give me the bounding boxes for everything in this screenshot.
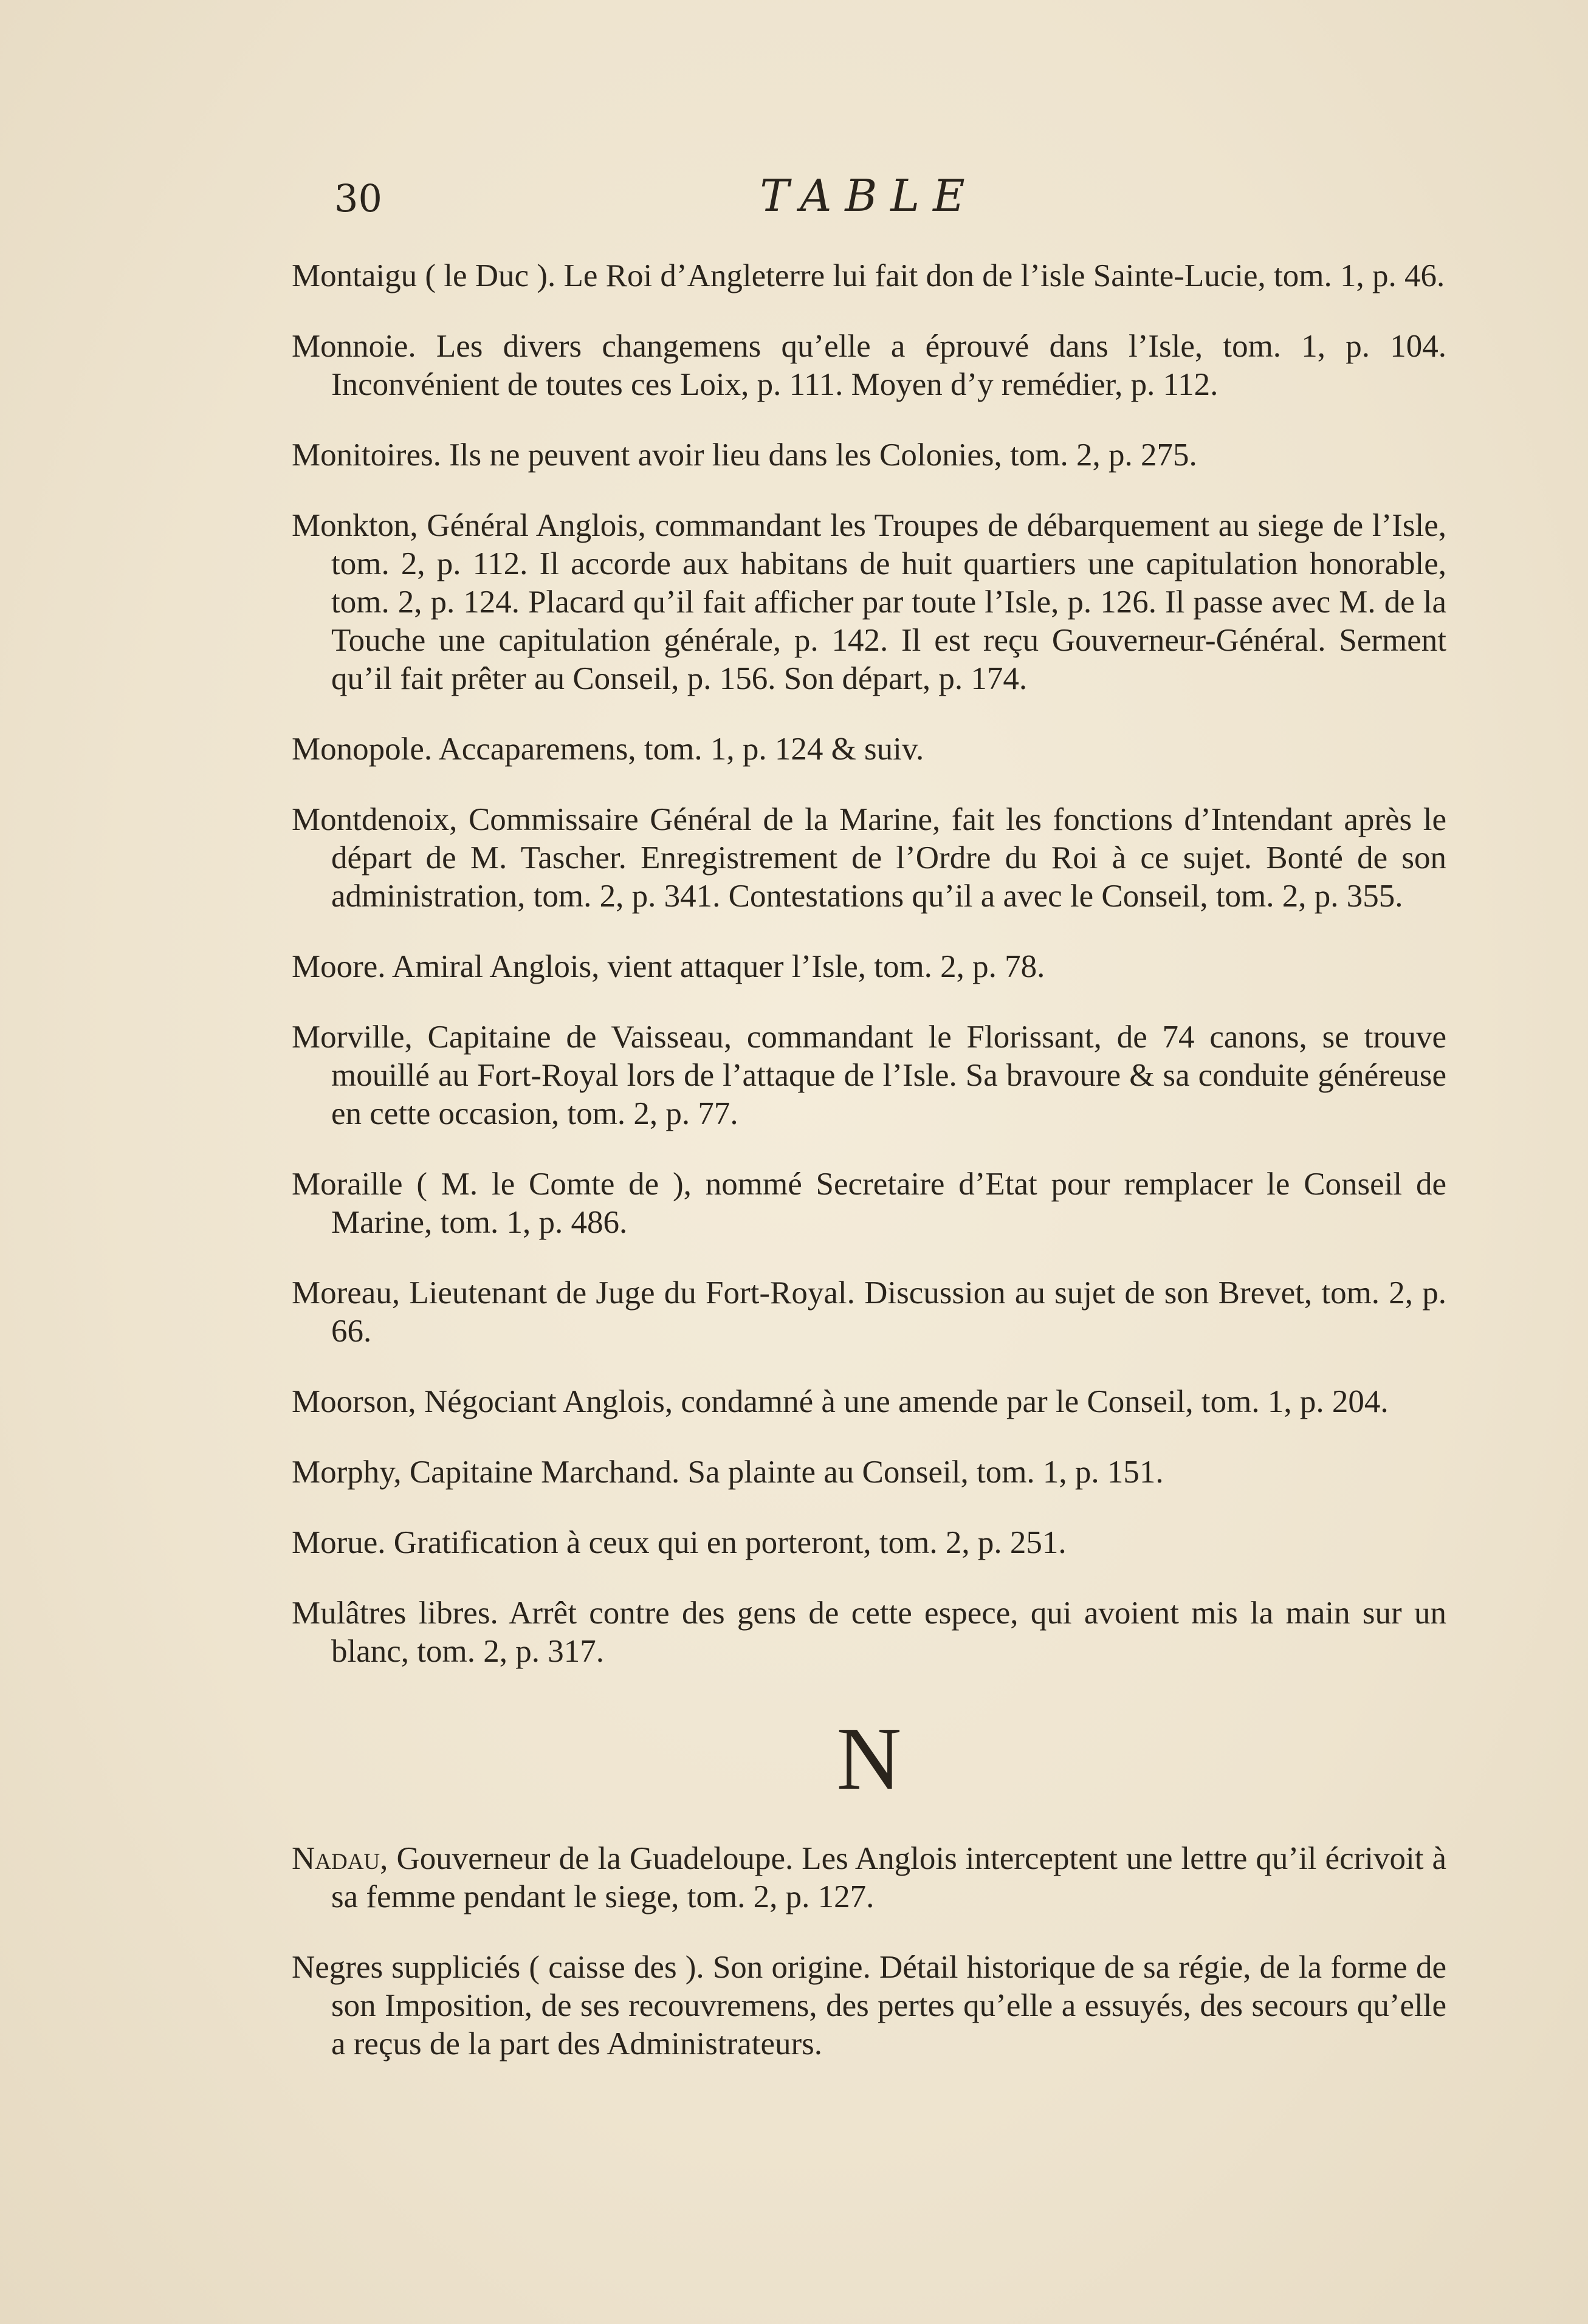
index-entry-nadau — [292, 1840, 1446, 1916]
index-entry-moorson: Moorson, Négociant Anglois, condamné à une amende par le Conseil, tom. 1, p. 204. — [292, 1384, 1389, 1419]
index-entry-montdenoix: Montdenoix, Commissaire Général de la Marine, fait les fonctions d’Intendant après le départ de M. Tascher. Enregistrement de l’Ordre du Roi à ce sujet. Bonté de son administration, tom. 2, p. 341. Contestations qu’il a avec le Conseil, tom. 2, p. 355. — [292, 802, 1446, 914]
page-number: 30 — [334, 176, 382, 221]
page-header — [292, 170, 1446, 225]
index-entry-monkton: Monkton, Général Anglois, commandant les Troupes de débarquement au siege de l’Isle, tom. 2, p. 112. Il accorde aux habitans de huit quartiers une capitulation honorable, tom. 2, p. 124. Placard qu’il fait afficher par toute l’Isle, p. 126. Il passe avec M. de la Touche une capitulation générale, p. 142. Il est reçu Gouverneur-Général. Serment qu’il fait prêter au Conseil, p. 156. Son départ, p. 174. — [292, 508, 1446, 696]
index-entry-montaigu: Montaigu ( le Duc ). Le Roi d’Angleterre lui fait don de l’isle Sainte-Lucie, tom. 1, p. 46. — [292, 258, 1445, 293]
index-entry-morphy: Morphy, Capitaine Marchand. Sa plainte au Conseil, tom. 1, p. 151. — [292, 1455, 1164, 1490]
index-entry-morue: Morue. Gratification à ceux qui en porteront, tom. 2, p. 251. — [292, 1525, 1067, 1560]
index-entry-monopole: Monopole. Accaparemens, tom. 1, p. 124 & suiv. — [292, 732, 924, 767]
index-content — [292, 225, 1446, 2074]
entry-headword: Nadau — [292, 1841, 380, 1876]
entry-text: , Gouverneur de la Guadeloupe. Les Anglois interceptent une lettre qu’il écrivoit à sa femme pendant le siege, tom. 2, p. 127. — [331, 1841, 1446, 1914]
index-entry-mulatres: Mulâtres libres. Arrêt contre des gens de cette espece, qui avoient mis la main sur un blanc, tom. 2, p. 317. — [292, 1596, 1446, 1669]
running-title: TABLE — [760, 170, 978, 221]
index-entry-moore: Moore. Amiral Anglois, vient attaquer l’Isle, tom. 2, p. 78. — [292, 949, 1045, 984]
section-letter: N — [836, 1709, 902, 1809]
index-entry-moreau: Moreau, Lieutenant de Juge du Fort-Royal. Discussion au sujet de son Brevet, tom. 2, p. 66. — [292, 1275, 1446, 1349]
index-entry-monitoires: Monitoires. Ils ne peuvent avoir lieu dans les Colonies, tom. 2, p. 275. — [292, 437, 1197, 473]
index-entry-monnoie: Monnoie. Les divers changemens qu’elle a éprouvé dans l’Isle, tom. 1, p. 104. Inconvénient de toutes ces Loix, p. 111. Moyen d’y remédier, p. 112. — [292, 329, 1446, 402]
index-entry-morville: Morville, Capitaine de Vaisseau, commandant le Florissant, de 74 canons, se trouve mouillé au Fort-Royal lors de l’attaque de l’Isle. Sa bravoure & sa conduite généreuse en cette occasion, tom. 2, p. 77. — [292, 1020, 1446, 1131]
index-entry-moraille: Moraille ( M. le Comte de ), nommé Secretaire d’Etat pour remplacer le Conseil de Marine, tom. 1, p. 486. — [292, 1167, 1446, 1240]
index-entry-negres: Negres suppliciés ( caisse des ). Son origine. Détail historique de sa régie, de la forme de son Imposition, de ses recouvremens, des pertes qu’elle a essuyés, des secours qu’elle a reçus de la part des Administrateurs. — [292, 1950, 1446, 2062]
